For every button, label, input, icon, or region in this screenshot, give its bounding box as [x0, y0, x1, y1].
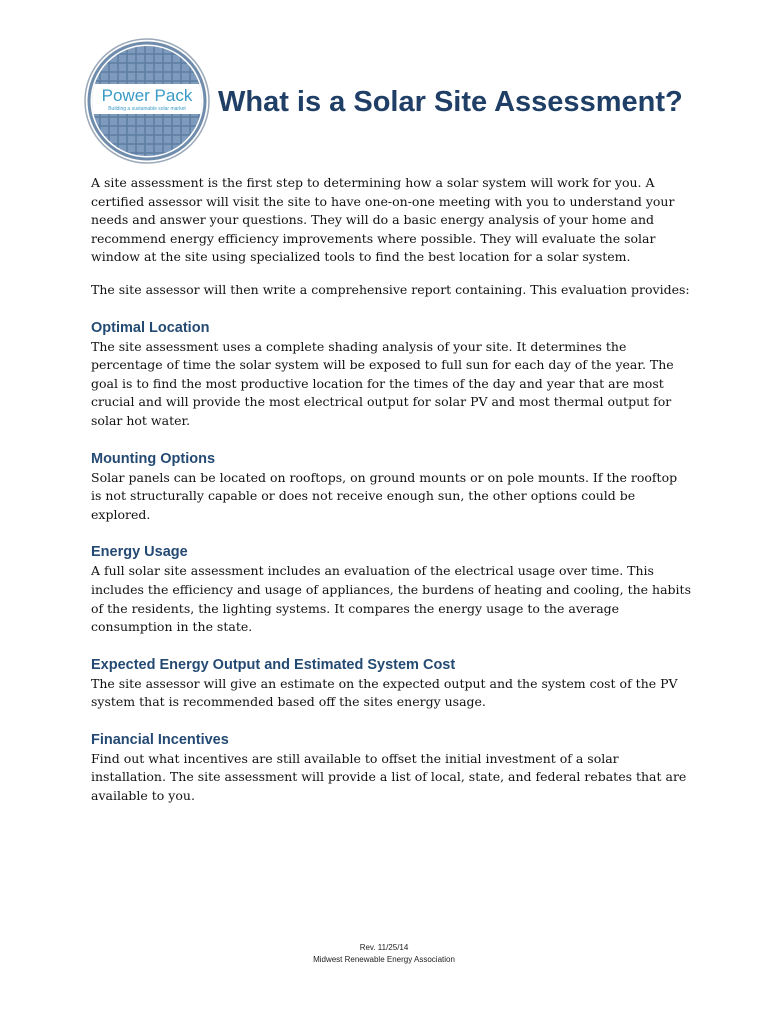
revision-date: Rev. 11/25/14 [359, 943, 409, 952]
section-heading: Optimal Location [91, 319, 210, 336]
section-body: A full solar site assessment includes an evaluation of the electrical usage over time. This includes the efficiency and usage of appliances, the burdens of heating and cooling, the habits of the residents, the lighting systems. It compares the energy usage to the average consumption in the state. [91, 563, 691, 635]
document-body [91, 174, 691, 806]
intro-paragraph: The site assessor will then write a comprehensive report containing. This evaluation provides: [91, 281, 690, 297]
section-mounting-options [91, 451, 691, 525]
section-heading: Mounting Options [91, 450, 216, 467]
section-optimal-location [91, 320, 691, 431]
section-heading: Energy Usage [91, 544, 188, 561]
section-heading: Financial Incentives [91, 731, 229, 748]
section-body: Find out what incentives are still available to offset the initial investment of a solar installation. The site assessment will provide a list of local, state, and federal rebates that are available to you. [91, 750, 687, 804]
logo-tagline: Building a sustainable solar market [108, 106, 186, 112]
section-body: The site assessor will give an estimate on the expected output and the system cost of the PV system that is recommended based off the sites energy usage. [91, 675, 678, 710]
page-title: What is a Solar Site Assessment? [218, 86, 683, 118]
logo-brand: Power Pack [101, 86, 193, 105]
organization-name: Midwest Renewable Energy Association [313, 955, 455, 964]
section-expected-output [91, 657, 691, 712]
power-pack-logo [82, 36, 212, 166]
section-financial-incentives [91, 732, 691, 806]
page-footer [0, 942, 768, 966]
section-energy-usage [91, 544, 691, 636]
section-body: The site assessment uses a complete shading analysis of your site. It determines the percentage of time the solar system will be exposed to full sun for each day of the year. The goal is to find the most productive location for the times of the day and year that are most crucial and will provide the most electrical output for solar PV and most thermal output for solar hot water. [91, 338, 674, 428]
section-heading: Expected Energy Output and Estimated System Cost [91, 656, 456, 673]
intro-paragraph: A site assessment is the first step to determining how a solar system will work for you. A certified assessor will visit the site to have one-on-one meeting with you to understand your needs and answer your questions. They will do a basic energy analysis of your home and recommend energy efficiency improvements where possible. They will evaluate the solar window at the site using specialized tools to find the best location for a solar system. [91, 175, 675, 265]
section-body: Solar panels can be located on rooftops, on ground mounts or on pole mounts. If the rooftop is not structurally capable or does not receive enough sun, the other options could be explored. [91, 469, 678, 522]
